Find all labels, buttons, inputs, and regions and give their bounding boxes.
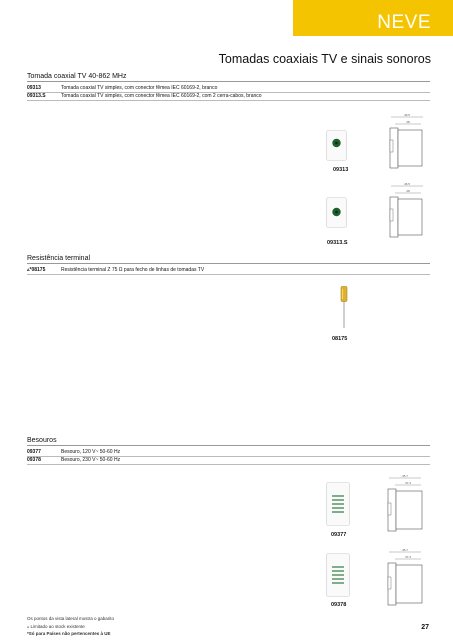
product-label: 09377 xyxy=(331,532,347,538)
footnote: *Só para Países não pertencentes à UE xyxy=(27,631,111,636)
section-heading-coax: Tomada coaxial TV 40-862 MHz xyxy=(27,73,430,82)
coax-dimension-drawing xyxy=(385,112,435,172)
buzzer-image xyxy=(326,482,351,527)
product-label: 09378 xyxy=(331,602,347,608)
footnote: Os pontos da vista lateral mostra o gabarito xyxy=(27,616,115,621)
product-code: 09313 xyxy=(27,85,41,91)
coax-socket-image xyxy=(326,197,348,229)
page-title: Tomadas coaxiais TV e sinais sonoros xyxy=(218,52,431,66)
dimension-depth: 28 xyxy=(406,120,410,124)
product-label: 08175 xyxy=(332,336,348,342)
product-description: Resistência terminal Z 75 Ω para fecho de linhas de tomadas TV xyxy=(61,267,205,273)
page-number: 27 xyxy=(421,624,429,631)
dimension-width: 45.7 xyxy=(402,474,408,478)
dimension-depth: 28 xyxy=(406,189,410,193)
terminal-resistor-image xyxy=(338,286,350,330)
buzzer-image xyxy=(326,553,351,598)
table-row xyxy=(27,266,430,275)
product-description: Tomada coaxial TV simples, com conector fêmea IEC 60169-2, branco xyxy=(61,85,218,91)
brand-name: NEVE xyxy=(377,12,431,33)
product-label: 09313 xyxy=(333,167,349,173)
dimension-depth: 37.3 xyxy=(405,481,411,485)
dimension-depth: 37.3 xyxy=(405,555,411,559)
coax-socket-image xyxy=(326,130,348,162)
dimension-width: 46.5 xyxy=(404,113,410,117)
dimension-width: 45.7 xyxy=(402,548,408,552)
section-heading-terminal: Resistência terminal xyxy=(27,255,430,264)
coax-dimension-drawing xyxy=(385,181,435,241)
dimension-width: 46.5 xyxy=(404,182,410,186)
buzzer-dimension-drawing xyxy=(383,547,435,609)
product-description: Besouro, 120 V~ 50-60 Hz xyxy=(61,449,121,455)
product-code: 09313.S xyxy=(27,93,46,99)
product-code: ▵*08175 xyxy=(27,267,46,273)
product-description: Besouro, 230 V~ 50-60 Hz xyxy=(61,457,121,463)
product-label: 09313.S xyxy=(327,240,348,246)
table-row xyxy=(27,456,430,465)
footnote: ▵ Limitado ao stock existente xyxy=(27,624,85,629)
section-heading-buzzers: Besouros xyxy=(27,437,430,446)
product-code: 09377 xyxy=(27,449,41,455)
product-description: Tomada coaxial TV simples, com conector fêmea IEC 60169-2, com 2 cerra-cabos, branco xyxy=(61,93,262,99)
table-row xyxy=(27,92,430,101)
buzzer-dimension-drawing xyxy=(383,473,435,535)
product-code: 09378 xyxy=(27,457,41,463)
